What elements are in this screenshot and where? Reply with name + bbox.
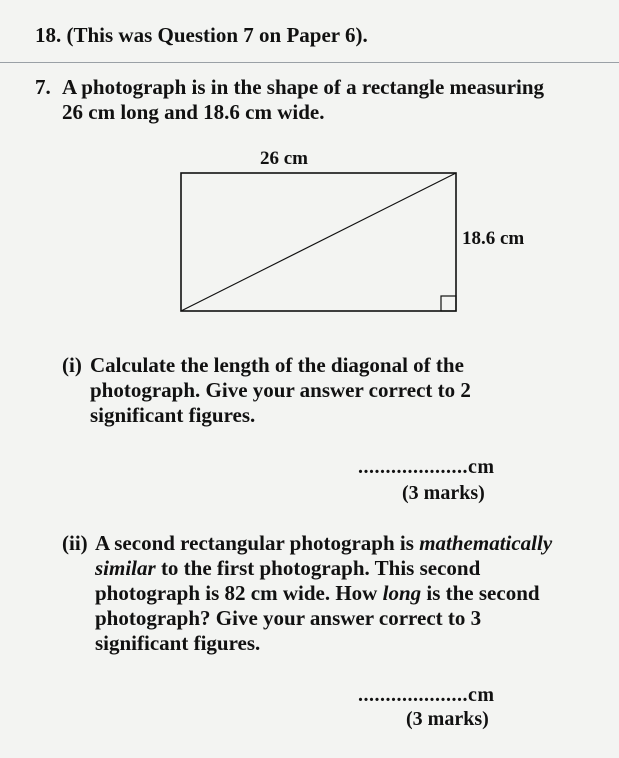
right-angle-marker [441, 296, 456, 311]
part-ii-answer-line: ....................cm [358, 684, 495, 706]
part-i-line-2: photograph. Give your answer correct to 2 [90, 378, 471, 402]
part-ii-line-1: A second rectangular photograph is mathematically [95, 531, 553, 555]
diagonal-line [181, 173, 456, 311]
part-ii-label: (ii) [62, 531, 88, 555]
part-ii-line-5: significant figures. [95, 631, 261, 655]
question-number: 7. [35, 75, 51, 99]
rectangle-diagram [170, 165, 470, 345]
question-text-line-1: A photograph is in the shape of a rectangle measuring [62, 75, 545, 99]
part-i-answer-line: ....................cm [358, 456, 495, 478]
part-i-line-3: significant figures. [90, 403, 256, 427]
part-ii-line-3: photograph is 82 cm wide. How long is the second [95, 581, 540, 605]
question-text-line-2: 26 cm long and 18.6 cm wide. [62, 100, 325, 124]
part-i-marks: (3 marks) [402, 482, 485, 504]
part-i-label: (i) [62, 353, 82, 377]
part-ii-line-2: similar to the first photograph. This second [95, 556, 481, 580]
part-ii-line-4: photograph? Give your answer correct to 3 [95, 606, 482, 630]
length-label: 26 cm [260, 148, 309, 169]
width-label: 18.6 cm [462, 228, 525, 249]
question-heading: 18. (This was Question 7 on Paper 6). [35, 23, 368, 47]
divider [0, 62, 619, 63]
part-ii-marks: (3 marks) [406, 708, 489, 730]
part-i-line-1: Calculate the length of the diagonal of the [90, 353, 464, 377]
